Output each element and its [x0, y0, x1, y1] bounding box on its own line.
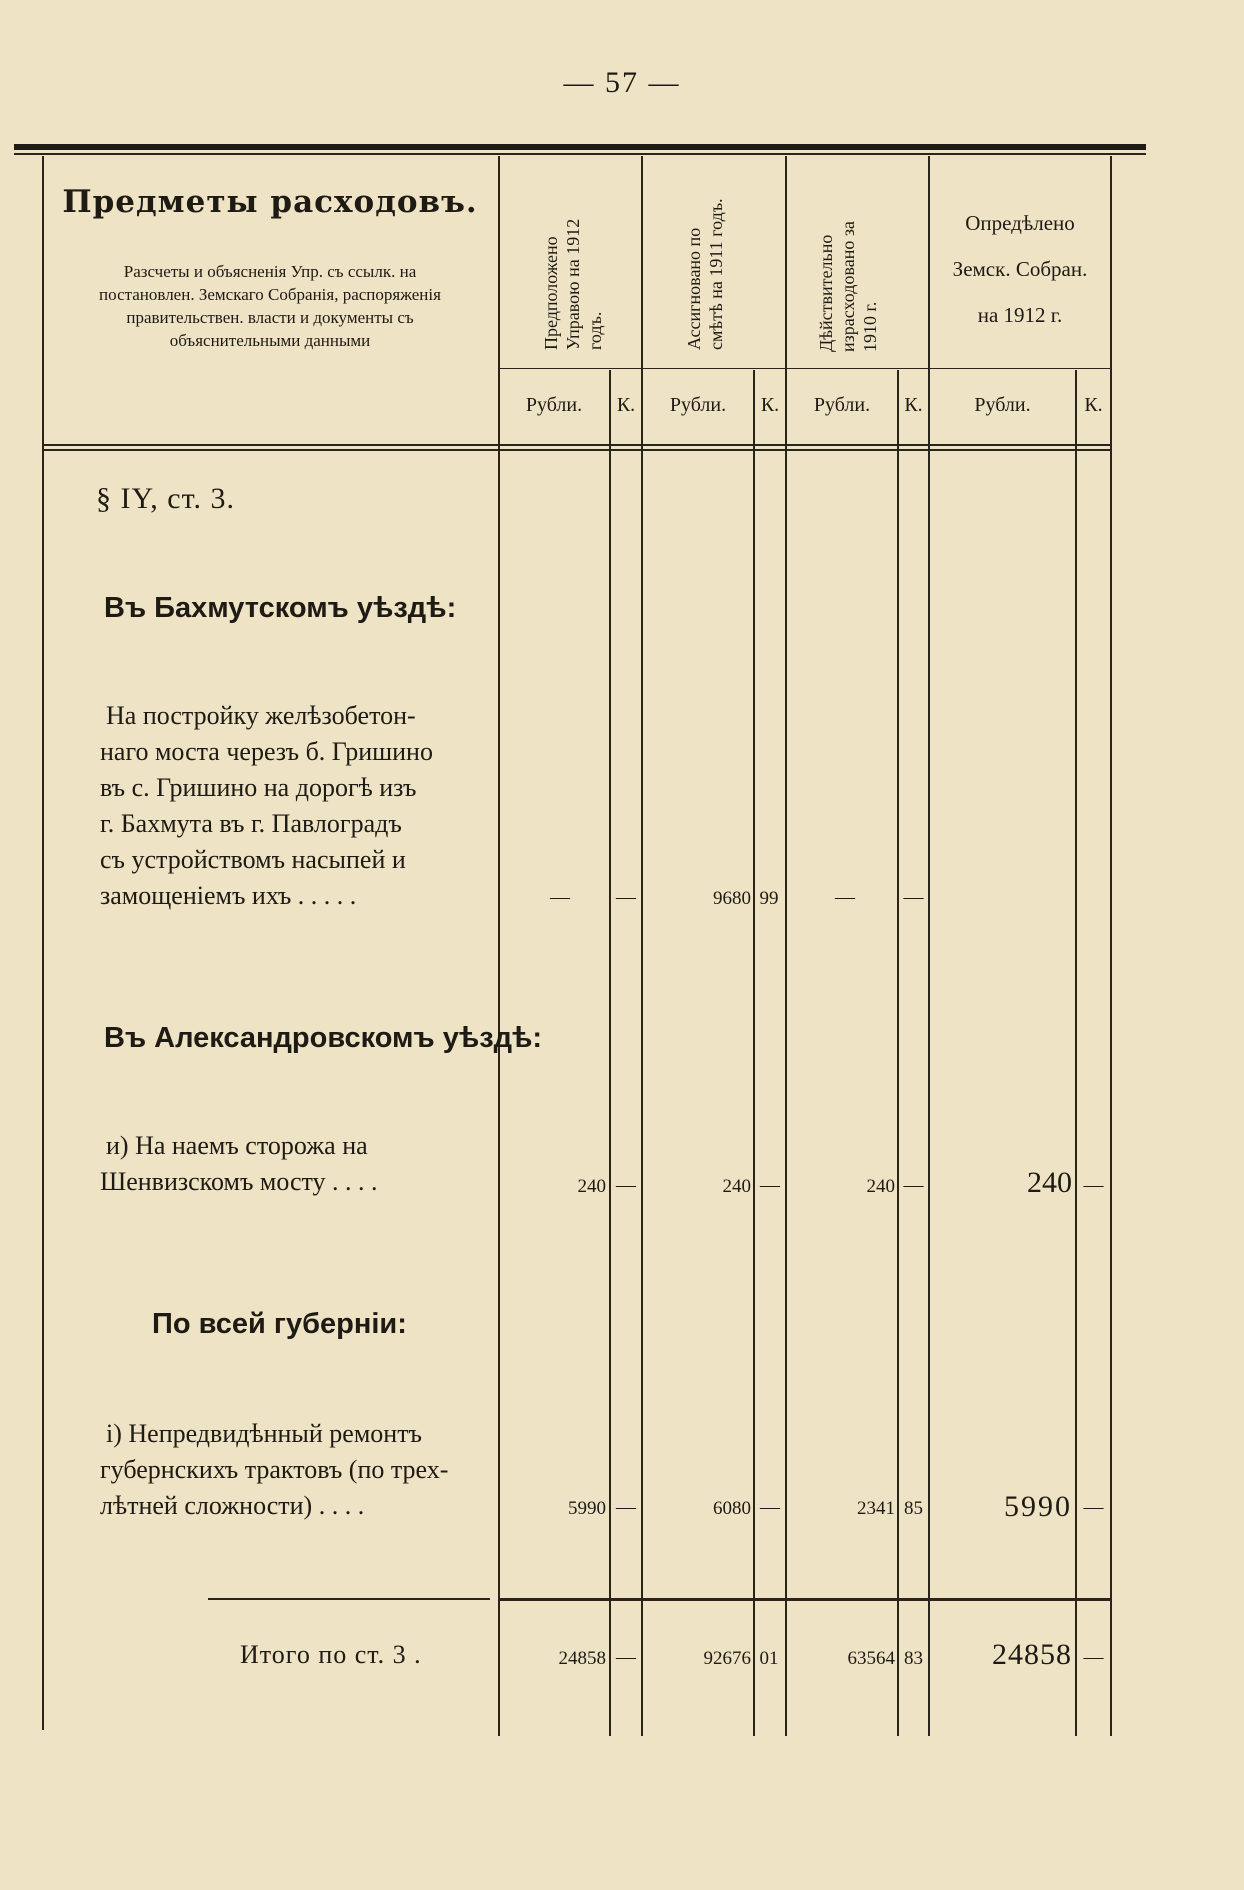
col-head-determined	[930, 200, 1110, 338]
total-c1-r: 24858	[558, 1648, 606, 1669]
col-head-proposed	[540, 180, 606, 350]
item3-line: і) Непредвидѣнный ремонтъ	[106, 1419, 422, 1448]
item1-line: съ устройствомъ насыпей и	[100, 845, 406, 874]
total-rule-c2	[643, 1598, 785, 1601]
total-rule-c1	[500, 1598, 641, 1601]
total-label: Итого по ст. 3 .	[240, 1640, 422, 1669]
col-head-assigned	[683, 180, 727, 350]
item2-c3-r: 240	[866, 1176, 895, 1197]
item3-c3-k: 85	[904, 1498, 923, 1519]
item1-c2-k: 99	[759, 888, 779, 909]
col-line-2k	[753, 370, 755, 1736]
item1-line: На постройку желѣзобетон-	[106, 701, 416, 730]
col-head-determined-l1: Опредѣлено	[965, 211, 1075, 235]
item3-text	[100, 1416, 480, 1524]
unit-kop-3: К.	[904, 394, 923, 416]
item2-line: Шенвизскомъ мосту . . . .	[100, 1167, 378, 1196]
unit-rub-4: Рубли.	[974, 394, 1031, 416]
header-rule	[44, 444, 1112, 446]
item3-c2-k: —	[760, 1496, 780, 1518]
unit-rub-1: Рубли.	[525, 394, 583, 416]
top-rule-thin	[14, 153, 1146, 155]
unit-kop-1: К.	[616, 394, 636, 416]
unit-kop-2: К.	[760, 394, 780, 416]
item2-c1-r: 240	[577, 1176, 606, 1197]
heading-alexandrovsk: Въ Александровскомъ уѣздѣ:	[104, 1022, 543, 1054]
unit-rub-2: Рубли.	[669, 394, 727, 416]
item1-line: въ с. Гришино на дорогѣ изъ	[100, 773, 417, 802]
total-rule-text	[208, 1598, 490, 1600]
col-line-4k	[1075, 370, 1077, 1736]
item2-c4-k: —	[1083, 1174, 1104, 1196]
right-border	[1110, 156, 1112, 1736]
item1-c2-r: 9680	[713, 888, 751, 909]
total-c3-k: 83	[904, 1648, 923, 1669]
top-rule	[14, 144, 1146, 150]
item2-c4-r: 240	[1027, 1166, 1072, 1199]
total-c2-r: 92676	[703, 1648, 751, 1669]
item2-c2-k: —	[760, 1174, 780, 1196]
item3-c4-k: —	[1083, 1496, 1104, 1518]
item3-c1-k: —	[616, 1496, 636, 1518]
item3-line: лѣтней сложности) . . . .	[100, 1491, 365, 1520]
item2-line: и) На наемъ сторожа на	[106, 1131, 368, 1160]
item2-c2-r: 240	[722, 1176, 751, 1197]
col-head-assigned-text: Ассигновано по смѣтѣ на 1911 годъ.	[684, 198, 726, 350]
total-rule-c3	[787, 1598, 928, 1601]
col-head-determined-l3: на 1912 г.	[977, 303, 1063, 327]
left-border	[42, 156, 44, 1730]
item2-c3-k: —	[903, 1174, 924, 1196]
item1-text	[100, 698, 480, 914]
header-subtitle: Разсчеты и объясненія Упр. съ ссылк. на постановлен. Земскаго Собранія, распоряженія правительствен. власти и документы съ объяснительными данными	[99, 262, 441, 350]
item1-c1-k: —	[616, 886, 636, 908]
item3-line: губернскихъ трактовъ (по трех-	[100, 1455, 449, 1484]
unit-rub-3: Рубли.	[813, 394, 871, 416]
col-head-proposed-text: Предположено Управою на 1912 годъ.	[541, 218, 605, 350]
heading-province: По всей губерніи:	[152, 1308, 407, 1340]
item2-text	[100, 1128, 480, 1200]
item3-c1-r: 5990	[568, 1498, 606, 1519]
total-rule-c4	[930, 1598, 1110, 1601]
item1-line: замощеніемъ ихъ . . . . .	[100, 881, 357, 910]
total-c1-k: —	[616, 1646, 636, 1668]
heading-bakhmut: Въ Бахмутскомъ уѣздѣ:	[104, 592, 457, 624]
item3-c2-r: 6080	[713, 1498, 751, 1519]
item1-line: наго моста черезъ б. Гришино	[100, 737, 433, 766]
item3-c3-r: 2341	[857, 1498, 895, 1519]
col-line-1k	[609, 370, 611, 1736]
section-label: § IY, ст. 3.	[96, 482, 235, 515]
header-title: Предметы расходовъ.	[62, 184, 478, 220]
item1-c3-k: —	[903, 886, 924, 908]
header-rule-2	[44, 449, 1112, 451]
item2-c1-k: —	[616, 1174, 636, 1196]
total-c3-r: 63564	[847, 1648, 895, 1669]
col-line-3k	[897, 370, 899, 1736]
col-head-determined-l2: Земск. Собран.	[952, 257, 1088, 281]
total-c2-k: 01	[759, 1648, 779, 1669]
total-c4-k: —	[1083, 1646, 1104, 1668]
item1-line: г. Бахмута въ г. Павлоградъ	[100, 809, 402, 838]
item3-c4-r: 5990	[1004, 1490, 1072, 1523]
item1-c1-r: —	[550, 886, 570, 908]
total-c4-r: 24858	[992, 1638, 1072, 1671]
item1-c3-r: —	[835, 886, 855, 908]
col-head-spent-text: Дѣйствительно израсходовано за 1910 г.	[816, 221, 880, 352]
col-head-spent	[815, 182, 881, 352]
units-rule	[498, 368, 1110, 369]
page-number: — 57 —	[563, 66, 681, 99]
unit-kop-4: К.	[1084, 394, 1103, 416]
